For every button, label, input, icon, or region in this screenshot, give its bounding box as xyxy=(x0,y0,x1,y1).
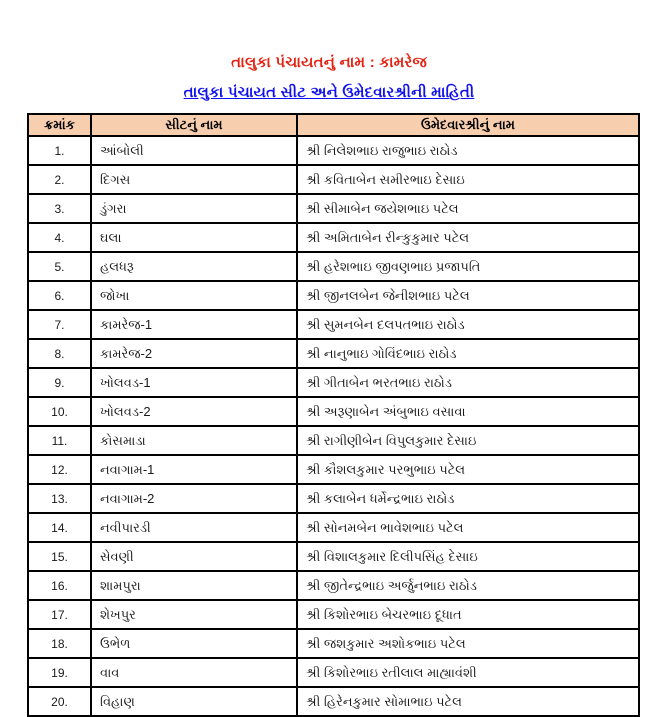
table-row xyxy=(28,281,639,310)
row-number-cell: 8. xyxy=(28,339,91,368)
table-row xyxy=(28,194,639,223)
seat-name-cell: કામરેજ-1 xyxy=(91,310,297,339)
candidate-name-cell: શ્રી કૌશલકુમાર પરભુભાઇ પટેલ xyxy=(297,455,639,484)
candidate-name-cell: શ્રી જીતેન્દ્રભાઇ અર્જુનભાઇ રાઠોડ xyxy=(297,571,639,600)
candidate-name-cell: શ્રી કલાબેન ધર્મેન્દ્રભાઇ રાઠોડ xyxy=(297,484,639,513)
table-row xyxy=(28,658,639,687)
seat-name-cell: નવાગામ-1 xyxy=(91,455,297,484)
table-row xyxy=(28,600,639,629)
seat-name-cell: કામરેજ-2 xyxy=(91,339,297,368)
table-row xyxy=(28,513,639,542)
row-number-cell: 1. xyxy=(28,136,91,165)
seat-name-cell: ખોલવડ-1 xyxy=(91,368,297,397)
row-number-cell: 18. xyxy=(28,629,91,658)
candidate-name-cell: શ્રી કિશોરભાઇ રતીલાલ માહ્યાવંશી xyxy=(297,658,639,687)
seat-name-cell: નવાગામ-2 xyxy=(91,484,297,513)
row-number-cell: 2. xyxy=(28,165,91,194)
row-number-cell: 9. xyxy=(28,368,91,397)
candidate-name-cell: શ્રી કિશોરભાઇ બેચરભાઇ દૂધાત xyxy=(297,600,639,629)
table-row xyxy=(28,484,639,513)
page-title: તાલુકા પંચાયતનું નામ : કામરેજ xyxy=(231,54,427,71)
row-number-cell: 19. xyxy=(28,658,91,687)
row-number-cell: 20. xyxy=(28,687,91,716)
row-number-cell: 16. xyxy=(28,571,91,600)
table-row xyxy=(28,165,639,194)
table-row xyxy=(28,339,639,368)
candidate-name-cell: શ્રી જશકુમાર અશોકભાઇ પટેલ xyxy=(297,629,639,658)
table-row xyxy=(28,629,639,658)
seat-name-cell: ડુંગરા xyxy=(91,194,297,223)
table-row xyxy=(28,368,639,397)
row-number-cell: 3. xyxy=(28,194,91,223)
table-row xyxy=(28,571,639,600)
row-number-cell: 14. xyxy=(28,513,91,542)
table-body xyxy=(28,136,639,716)
candidate-name-cell: શ્રી હિરેનકુમાર સોમાભાઇ પટેલ xyxy=(297,687,639,716)
candidate-name-cell: શ્રી વિશાલકુમાર દિલીપસિંહ દેસાઇ xyxy=(297,542,639,571)
seat-name-cell: વાવ xyxy=(91,658,297,687)
candidate-name-cell: શ્રી ગીતાબેન ભરતભાઇ રાઠોડ xyxy=(297,368,639,397)
table-row xyxy=(28,252,639,281)
candidate-name-cell: શ્રી સોનમબેન ભાવેશભાઇ પટેલ xyxy=(297,513,639,542)
candidates-table xyxy=(27,113,640,717)
table-header xyxy=(28,114,639,136)
table-row xyxy=(28,542,639,571)
candidate-name-cell: શ્રી નાનુભાઇ ગોવિંદભાઇ રાઠોડ xyxy=(297,339,639,368)
row-number-cell: 17. xyxy=(28,600,91,629)
seat-name-cell: ખોલવડ-2 xyxy=(91,397,297,426)
candidate-name-cell: શ્રી જીનલબેન જેનીશભાઇ પટેલ xyxy=(297,281,639,310)
page-subtitle: તાલુકા પંચાયત સીટ અને ઉમેદવારશ્રીની માહિતી xyxy=(183,84,475,101)
table-row xyxy=(28,397,639,426)
seat-name-cell: વિહાણ xyxy=(91,687,297,716)
candidate-name-cell: શ્રી અમિતાબેન રીન્કુકુમાર પટેલ xyxy=(297,223,639,252)
candidate-name-cell: શ્રી અરૂણાબેન અંબુભાઇ વસાવા xyxy=(297,397,639,426)
row-number-cell: 11. xyxy=(28,426,91,455)
row-number-cell: 15. xyxy=(28,542,91,571)
table-row xyxy=(28,223,639,252)
seat-name-cell: હલધરૂ xyxy=(91,252,297,281)
seat-name-cell: ઘલા xyxy=(91,223,297,252)
table-row xyxy=(28,426,639,455)
candidate-name-cell: શ્રી કવિતાબેન સમીરભાઇ દેસાઇ xyxy=(297,165,639,194)
row-number-cell: 10. xyxy=(28,397,91,426)
column-header-serial: ક્રમાંક xyxy=(28,114,91,136)
seat-name-cell: દિગસ xyxy=(91,165,297,194)
seat-name-cell: કોસમાડા xyxy=(91,426,297,455)
row-number-cell: 13. xyxy=(28,484,91,513)
candidate-name-cell: શ્રી નિલેશભાઇ રાજુભાઇ રાઠોડ xyxy=(297,136,639,165)
candidate-name-cell: શ્રી સીમાબેન જયેશભાઇ પટેલ xyxy=(297,194,639,223)
row-number-cell: 4. xyxy=(28,223,91,252)
table-header-row xyxy=(28,114,639,136)
seat-name-cell: ઉભેળ xyxy=(91,629,297,658)
row-number-cell: 12. xyxy=(28,455,91,484)
table-row xyxy=(28,310,639,339)
candidate-name-cell: શ્રી હરેશભાઇ જીવણભાઇ પ્રજાપતિ xyxy=(297,252,639,281)
table-row xyxy=(28,455,639,484)
candidate-name-cell: શ્રી સુમનબેન દલપતભાઇ રાઠોડ xyxy=(297,310,639,339)
candidate-name-cell: શ્રી રાગીણીબેન વિપુલકુમાર દેસાઇ xyxy=(297,426,639,455)
row-number-cell: 7. xyxy=(28,310,91,339)
table-row xyxy=(28,687,639,716)
table-row xyxy=(28,136,639,165)
seat-name-cell: શામપુરા xyxy=(91,571,297,600)
seat-name-cell: સેવણી xyxy=(91,542,297,571)
seat-name-cell: નવીપારડી xyxy=(91,513,297,542)
seat-name-cell: આંબોલી xyxy=(91,136,297,165)
seat-name-cell: જોખા xyxy=(91,281,297,310)
row-number-cell: 6. xyxy=(28,281,91,310)
seat-name-cell: શેખપુર xyxy=(91,600,297,629)
column-header-seat-name: સીટનું નામ xyxy=(91,114,297,136)
row-number-cell: 5. xyxy=(28,252,91,281)
column-header-candidate-name: ઉમેદવારશ્રીનું નામ xyxy=(297,114,639,136)
